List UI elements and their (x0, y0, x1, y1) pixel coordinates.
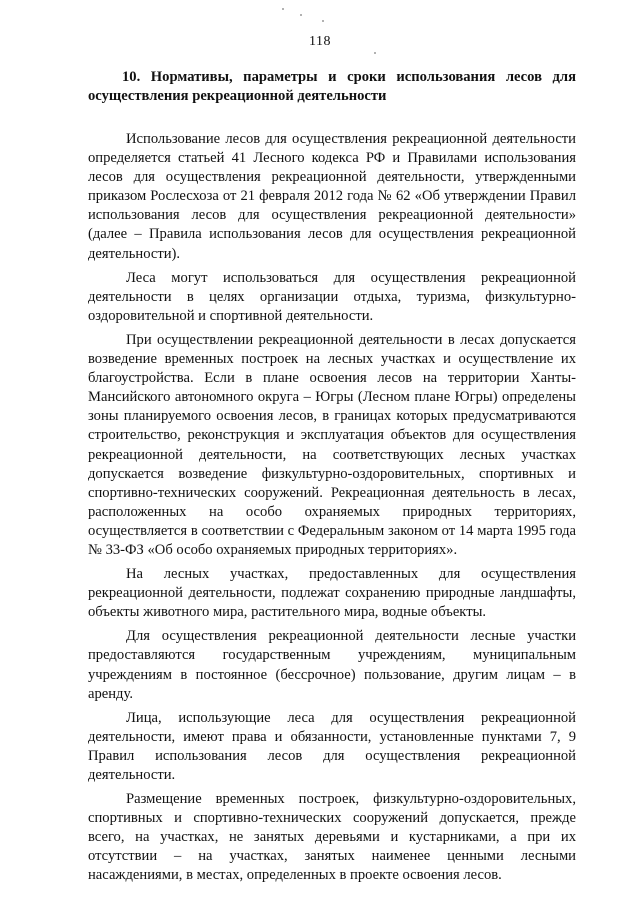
scan-speck (322, 20, 324, 22)
paragraph: Лица, использующие леса для осуществления рекреационной деятельности, имеют права и обязанности, установленные пунктами 7, 9 Правил использования лесов для осуществления рекреационной деятельности. (88, 709, 576, 783)
scan-speck (374, 52, 376, 54)
document-body (88, 68, 576, 891)
paragraph: На лесных участках, предоставленных для осуществления рекреационной деятельности, подлежат сохранению природные ландшафты, объекты животного мира, растительного мира, водные объекты. (88, 566, 576, 621)
paragraph: Для осуществления рекреационной деятельности лесные участки предоставляются государственным учреждениям, муниципальным учреждениям в постоянное (бессрочное) пользование, другим лицам – в аренду. (88, 628, 576, 702)
paragraph: При осуществлении рекреационной деятельности в лесах допускается возведение временных построек на лесных участках и осуществление их благоустройства. Если в плане освоения лесов на территории Ханты-Мансийского автономного округа – Югры (Лесном плане Югры) определены зоны планируемого освоения лесов, в границах которых предусматриваются строительство, реконструкция и эксплуатация объектов для осуществления рекреационной деятельности, на соответствующих лесных участках допускается возведение физкультурно-оздоровительных, спортивных и спортивно-технических сооружений. Рекреационная деятельность в лесах, расположенных на особо охраняемых природных территориях, осуществляется в соответствии с Федеральным законом от 14 марта 1995 года № 33-ФЗ «Об особо охраняемых природных территориях». (88, 331, 576, 558)
scan-speck (300, 14, 302, 16)
paragraph: Использование лесов для осуществления рекреационной деятельности определяется статьей 41 Лесного кодекса РФ и Правилами использования лесов для осуществления рекреационной деятельности, утвержденными приказом Рослесхоза от 21 февраля 2012 года № 62 «Об утверждении Правил использования лесов для осуществления рекреационной деятельности» (далее – Правила использования лесов для осуществления рекреационной деятельности). (88, 131, 576, 262)
paragraph: Леса могут использоваться для осуществления рекреационной деятельности в целях организации отдыха, туризма, физкультурно-оздоровительной и спортивной деятельности. (88, 269, 576, 324)
page-number: 118 (309, 34, 331, 49)
section-heading: 10. Нормативы, параметры и сроки использования лесов для осуществления рекреационной деятельности (88, 69, 576, 104)
paragraph: Размещение временных построек, физкультурно-оздоровительных, спортивных и спортивно-технических сооружений допускается, прежде всего, на участках, не занятых деревьями и кустарниками, а при их отсутствии – на участках, занятых наименее ценными лесными насаждениями, в местах, определенных в проекте освоения лесов. (88, 791, 576, 884)
scan-speck (282, 8, 284, 10)
